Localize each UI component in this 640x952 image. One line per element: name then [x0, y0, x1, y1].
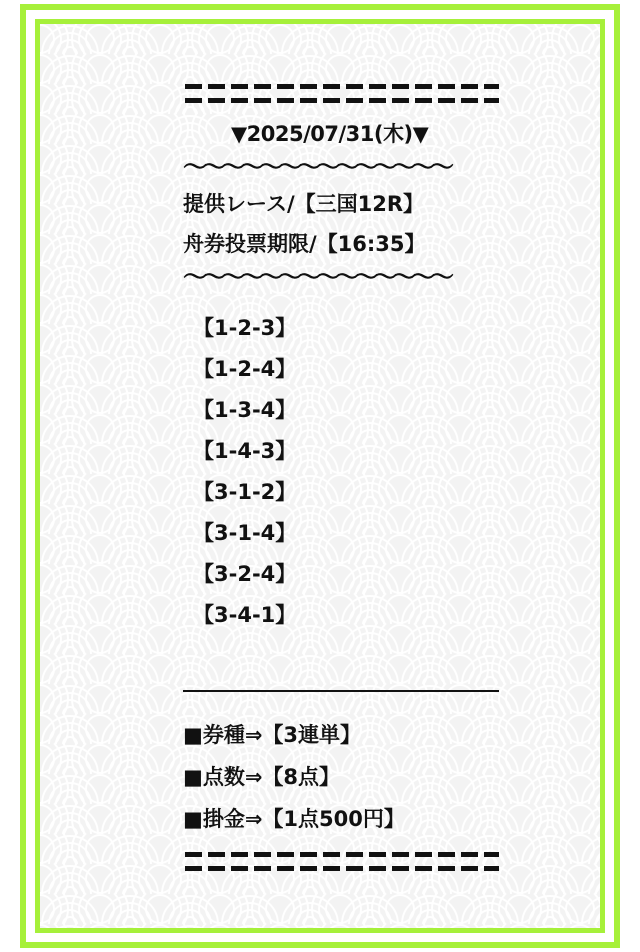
- bet-stake: ■掛金⇒【1点500円】: [183, 807, 405, 831]
- vote-deadline: 舟券投票期限/【16:35】: [183, 232, 426, 256]
- bottom-double-rule: [185, 852, 499, 874]
- horizontal-divider: [183, 690, 499, 692]
- pick-item: 【3-2-4】: [193, 562, 297, 586]
- bet-type: ■券種⇒【3連単】: [183, 723, 362, 747]
- prediction-card: [183, 84, 503, 874]
- race-date: ▼2025/07/31(木)▼: [231, 122, 429, 146]
- wave-divider-middle: 〜〜〜〜〜〜〜〜〜〜〜〜〜〜: [183, 264, 449, 291]
- pick-item: 【3-1-2】: [193, 480, 297, 504]
- pick-item: 【1-4-3】: [193, 439, 297, 463]
- bet-points: ■点数⇒【8点】: [183, 765, 341, 789]
- inner-frame: [35, 19, 605, 933]
- top-double-rule: [185, 84, 499, 106]
- bet-summary: [183, 714, 503, 840]
- pick-item: 【1-3-4】: [193, 398, 297, 422]
- pick-item: 【3-1-4】: [193, 521, 297, 545]
- pick-item: 【1-2-3】: [193, 316, 297, 340]
- race-info: 提供レース/【三国12R】: [183, 192, 425, 216]
- green-frame: [20, 4, 620, 948]
- pick-item: 【1-2-4】: [193, 357, 297, 381]
- pick-item: 【3-4-1】: [193, 603, 297, 627]
- pick-list: [183, 308, 503, 636]
- wave-divider-top: 〜〜〜〜〜〜〜〜〜〜〜〜〜〜: [183, 154, 449, 181]
